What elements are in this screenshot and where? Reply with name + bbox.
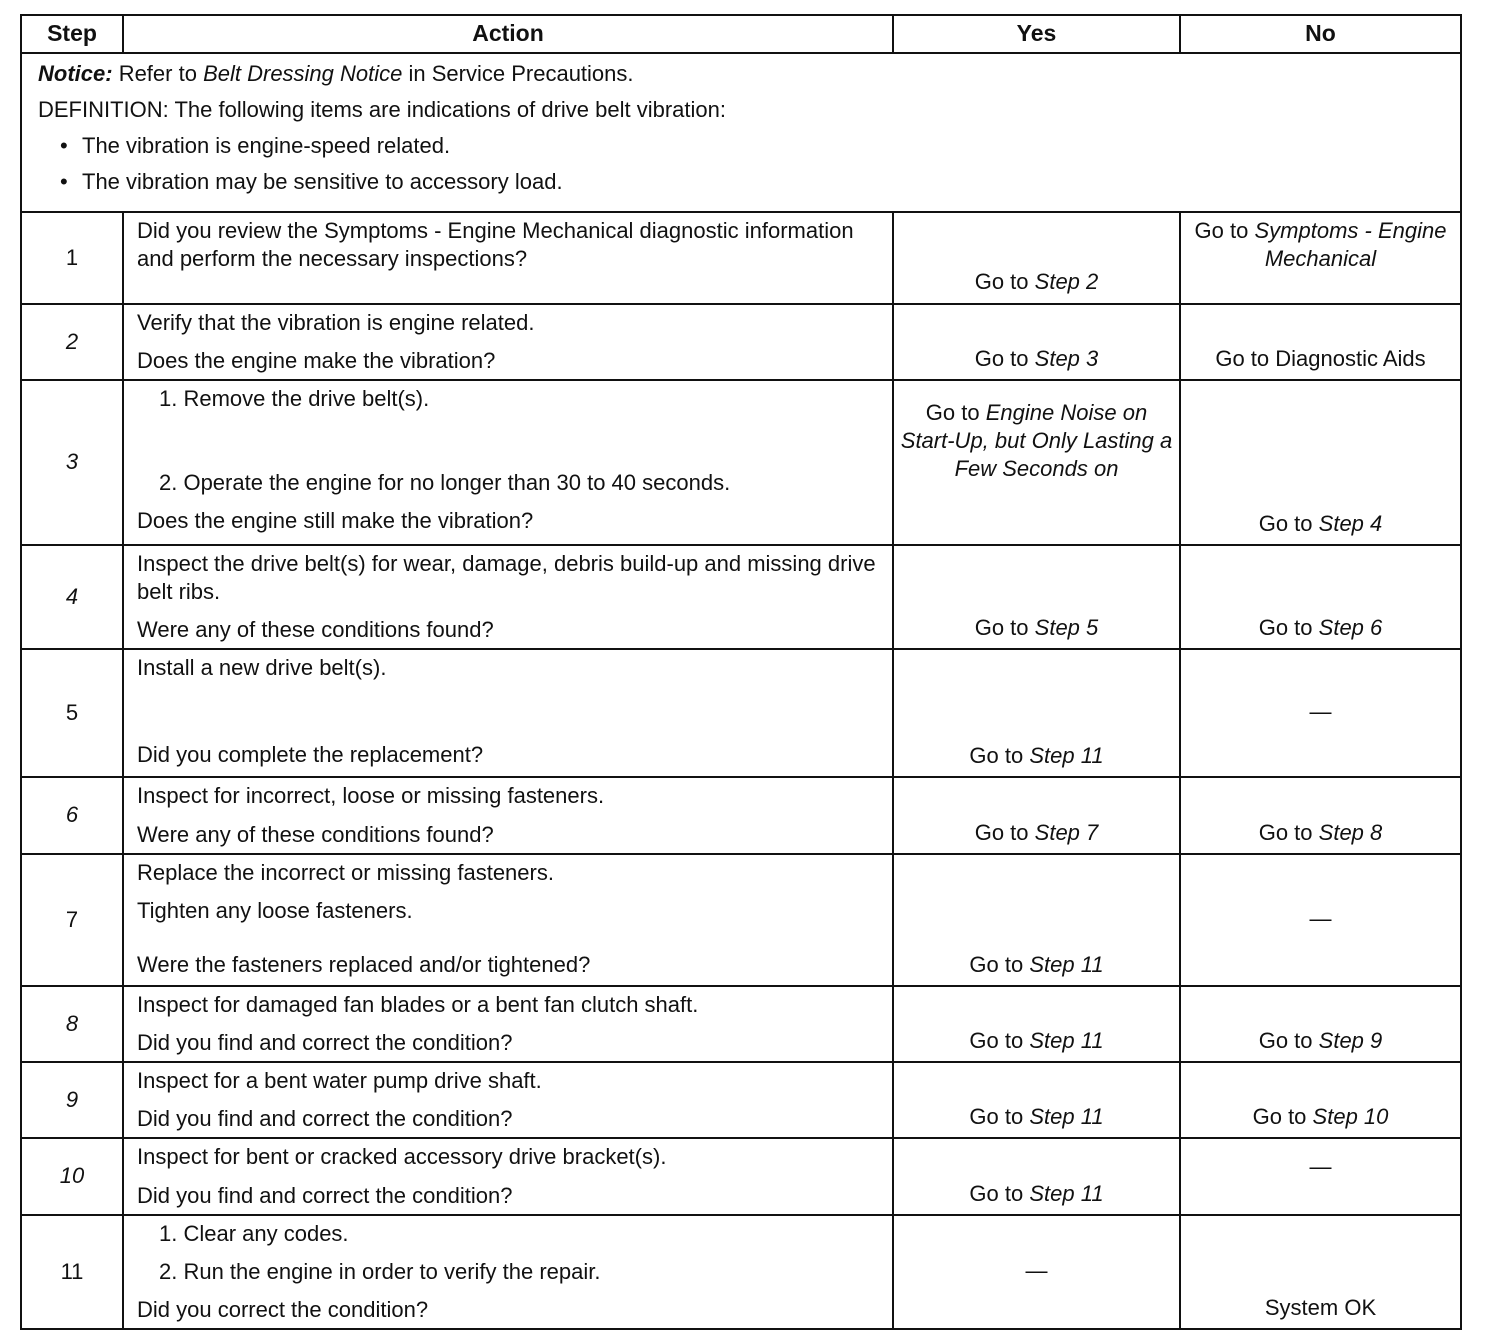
yes-step-ref: Step 2	[1034, 269, 1099, 295]
action-text: Inspect for bent or cracked accessory drive bracket(s).	[137, 1144, 667, 1170]
diagnostic-table	[20, 14, 1462, 1330]
yes-cell	[893, 777, 1180, 853]
step-number: 11	[21, 1215, 123, 1329]
action-text: Inspect for a bent water pump drive shaft.	[137, 1068, 542, 1094]
no-cell	[1180, 545, 1461, 649]
notice-row	[21, 53, 1461, 212]
no-prefix: Go to	[1258, 1027, 1313, 1053]
table-row	[21, 1215, 1461, 1329]
table-row	[21, 986, 1461, 1062]
no-prefix: Go to	[1258, 819, 1313, 845]
no-prefix: Go to	[1252, 1104, 1307, 1130]
notice-text-pre: Refer to	[118, 61, 197, 86]
action-substep: 1. Clear any codes.	[159, 1220, 349, 1246]
table-row	[21, 212, 1461, 304]
yes-ref: Engine Noise on Start-Up, but Only Lasting a Few Seconds on	[900, 399, 1173, 482]
step-number: 1	[21, 212, 123, 304]
yes-step-ref: Step 11	[1029, 1104, 1104, 1130]
header-no: No	[1180, 15, 1461, 53]
yes-cell	[893, 545, 1180, 649]
notice-cell	[21, 53, 1461, 212]
step-number: 4	[21, 545, 123, 649]
action-substep: 1. Remove the drive belt(s).	[159, 385, 430, 411]
action-question: Did you complete the replacement?	[137, 741, 484, 767]
no-prefix: Go to	[1194, 217, 1249, 243]
action-text: Install a new drive belt(s).	[137, 655, 387, 681]
header-row	[21, 15, 1461, 53]
definition-bullet: • The vibration is engine-speed related.	[82, 132, 1444, 160]
action-question: Were any of these conditions found?	[137, 821, 494, 847]
yes-cell	[893, 986, 1180, 1062]
no-cell: —	[1180, 854, 1461, 986]
step-number: 10	[21, 1138, 123, 1214]
step-number: 5	[21, 649, 123, 777]
yes-prefix: Go to	[925, 399, 980, 425]
step-number: 3	[21, 380, 123, 545]
header-action: Action	[123, 15, 893, 53]
yes-cell	[893, 854, 1180, 986]
no-ref: Symptoms - Engine Mechanical	[1254, 217, 1447, 271]
action-cell	[123, 1062, 893, 1138]
yes-prefix: Go to	[969, 743, 1024, 769]
yes-cell	[893, 380, 1180, 545]
yes-step-ref: Step 11	[1029, 1027, 1104, 1053]
yes-prefix: Go to	[974, 819, 1029, 845]
no-cell: —	[1180, 649, 1461, 777]
action-question: Did you correct the condition?	[137, 1296, 429, 1322]
action-text: Inspect for incorrect, loose or missing fasteners.	[137, 783, 605, 809]
no-step-ref: Step 4	[1318, 510, 1383, 536]
action-substep: 2. Operate the engine for no longer than 30 to 40 seconds.	[159, 470, 731, 496]
action-cell	[123, 1138, 893, 1214]
no-cell	[1180, 380, 1461, 545]
table-row	[21, 1062, 1461, 1138]
step-number: 6	[21, 777, 123, 853]
yes-step-ref: Step 11	[1029, 951, 1104, 977]
notice-text-post: in Service Precautions.	[408, 61, 634, 86]
no-cell	[1180, 212, 1461, 304]
notice-line	[38, 60, 1444, 88]
yes-cell	[893, 649, 1180, 777]
yes-step-ref: Step 11	[1029, 743, 1104, 769]
yes-prefix: Go to	[969, 951, 1024, 977]
action-cell	[123, 777, 893, 853]
header-yes: Yes	[893, 15, 1180, 53]
action-cell	[123, 986, 893, 1062]
action-cell	[123, 304, 893, 380]
yes-cell	[893, 1138, 1180, 1214]
no-cell: System OK	[1180, 1215, 1461, 1329]
yes-step-ref: Step 7	[1034, 819, 1099, 845]
yes-prefix: Go to	[969, 1027, 1024, 1053]
yes-cell	[893, 1062, 1180, 1138]
yes-step-ref: Step 3	[1034, 345, 1099, 371]
action-text: Inspect for damaged fan blades or a bent fan clutch shaft.	[137, 991, 699, 1017]
yes-step-ref: Step 5	[1034, 615, 1099, 641]
definition-list	[38, 132, 1444, 196]
no-prefix: Go to	[1258, 510, 1313, 536]
action-question: Did you find and correct the condition?	[137, 1182, 513, 1208]
step-number: 8	[21, 986, 123, 1062]
action-cell	[123, 212, 893, 304]
yes-prefix: Go to	[974, 345, 1029, 371]
definition-bullet: • The vibration may be sensitive to accessory load.	[82, 168, 1444, 196]
notice-ref: Belt Dressing Notice	[203, 61, 403, 86]
action-cell	[123, 545, 893, 649]
no-cell	[1180, 986, 1461, 1062]
no-step-ref: Step 10	[1312, 1104, 1389, 1130]
no-prefix: Go to	[1258, 615, 1313, 641]
yes-prefix: Go to	[969, 1104, 1024, 1130]
action-text: Tighten any loose fasteners.	[137, 897, 413, 923]
no-cell: —	[1180, 1138, 1461, 1214]
no-step-ref: Step 8	[1318, 819, 1383, 845]
action-question: Did you find and correct the condition?	[137, 1029, 513, 1055]
table-row	[21, 304, 1461, 380]
step-number: 2	[21, 304, 123, 380]
action-question: Does the engine still make the vibration?	[137, 508, 534, 534]
step-number: 9	[21, 1062, 123, 1138]
action-cell	[123, 854, 893, 986]
table-row	[21, 545, 1461, 649]
step-number: 7	[21, 854, 123, 986]
action-question: Were any of these conditions found?	[137, 617, 494, 643]
table-row	[21, 380, 1461, 545]
yes-cell	[893, 304, 1180, 380]
no-cell	[1180, 1062, 1461, 1138]
table-row	[21, 1138, 1461, 1214]
action-cell	[123, 380, 893, 545]
yes-prefix: Go to	[969, 1180, 1024, 1206]
action-question: Does the engine make the vibration?	[137, 347, 496, 373]
action-cell	[123, 649, 893, 777]
yes-prefix: Go to	[974, 615, 1029, 641]
action-cell	[123, 1215, 893, 1329]
action-text: Inspect the drive belt(s) for wear, damage, debris build-up and missing drive belt ribs.	[137, 550, 876, 605]
definition-text: DEFINITION: The following items are indications of drive belt vibration:	[38, 97, 726, 123]
no-step-ref: Step 6	[1318, 615, 1383, 641]
table-row	[21, 649, 1461, 777]
notice-label: Notice:	[38, 61, 113, 86]
table-row	[21, 854, 1461, 986]
yes-cell	[893, 212, 1180, 304]
no-step-ref: Step 9	[1318, 1027, 1383, 1053]
header-step: Step	[21, 15, 123, 53]
no-cell	[1180, 777, 1461, 853]
yes-step-ref: Step 11	[1029, 1180, 1104, 1206]
action-text: Did you review the Symptoms - Engine Mechanical diagnostic information and perform the necessary inspections?	[137, 217, 854, 271]
action-question: Were the fasteners replaced and/or tightened?	[137, 952, 591, 978]
no-cell: Go to Diagnostic Aids	[1180, 304, 1461, 380]
action-text: Verify that the vibration is engine related.	[137, 309, 535, 335]
yes-prefix: Go to	[974, 269, 1029, 295]
yes-cell: —	[893, 1215, 1180, 1329]
action-text: Replace the incorrect or missing fasteners.	[137, 859, 554, 885]
action-substep: 2. Run the engine in order to verify the repair.	[159, 1258, 601, 1284]
action-question: Did you find and correct the condition?	[137, 1106, 513, 1132]
table-row	[21, 777, 1461, 853]
